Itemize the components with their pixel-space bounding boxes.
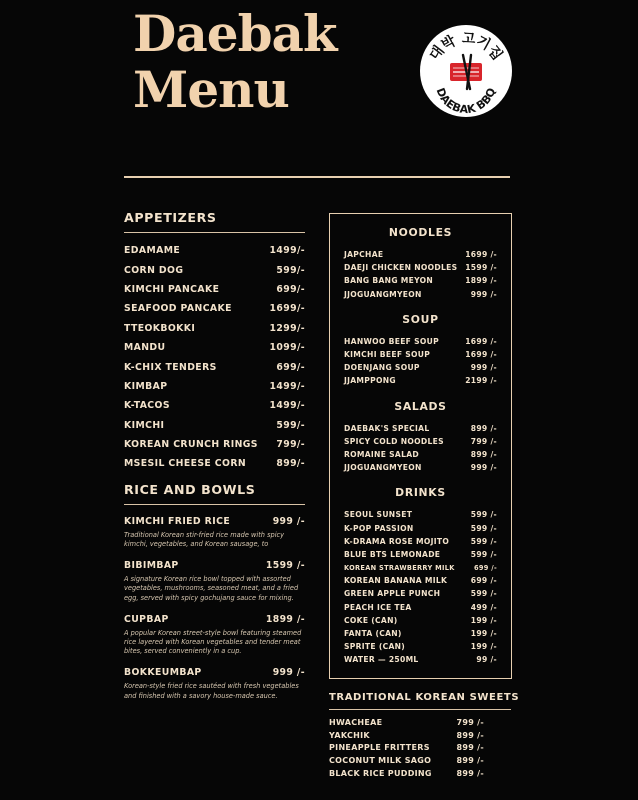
menu-item-price: 1699 /- <box>465 350 497 360</box>
menu-item-name: GREEN APPLE PUNCH <box>344 589 441 599</box>
dish-header <box>124 614 305 625</box>
menu-item <box>329 716 484 729</box>
left-column <box>124 210 305 701</box>
dish-name: BOKKEUMBAP <box>124 667 202 679</box>
menu-item-price: 599/- <box>276 264 305 276</box>
menu-item <box>344 535 497 548</box>
menu-item-name: KOREAN STRAWBERRY MILK <box>344 563 455 572</box>
dish-description: Korean-style fried rice sautéed with fresh vegetables and finished with a savory house-made sauce. <box>124 682 299 700</box>
menu-item <box>329 742 484 755</box>
menu-item-price: 1699/- <box>269 303 305 315</box>
dish-price: 999 /- <box>272 515 305 527</box>
dish-name: BIBIMBAP <box>124 560 179 572</box>
menu-item-price: 899 /- <box>456 743 484 753</box>
menu-item <box>344 361 497 374</box>
menu-item-name: ROMAINE SALAD <box>344 449 420 459</box>
menu-item-price: 599 /- <box>470 523 497 533</box>
menu-item <box>344 653 497 666</box>
menu-item-price: 799 /- <box>470 436 497 446</box>
dish-name: CUPBAP <box>124 613 169 625</box>
menu-item-name: COKE (CAN) <box>344 615 398 625</box>
menu-item <box>344 508 497 521</box>
menu-item-price: 1499/- <box>269 380 305 392</box>
menu-item-price: 999 /- <box>470 463 497 473</box>
salads-heading: SALADS <box>394 399 447 413</box>
sweets-heading: TRADITIONAL KOREAN SWEETS <box>329 692 520 703</box>
drinks-list <box>344 508 497 666</box>
menu-item <box>344 435 497 448</box>
menu-item <box>344 640 497 653</box>
menu-item <box>124 319 305 338</box>
salads-list <box>344 422 497 475</box>
noodles-heading: NOODLES <box>388 226 453 239</box>
menu-item-price: 899/- <box>276 458 305 470</box>
menu-item <box>344 374 497 387</box>
menu-item-name: JJOGUANGMYEON <box>344 463 422 473</box>
menu-item-price: 599 /- <box>470 510 497 520</box>
dish-name: KIMCHI FRIED RICE <box>124 515 231 527</box>
menu-item-price: 899 /- <box>470 423 497 433</box>
menu-item-name: JJAMPPONG <box>344 376 396 386</box>
menu-item-price: 899 /- <box>456 730 484 740</box>
dish-item <box>124 516 305 549</box>
menu-item-name: BANG BANG MEYON <box>344 276 434 286</box>
menu-item-name: KOREAN BANANA MILK <box>344 576 448 586</box>
menu-item <box>124 338 305 357</box>
soup-heading: SOUP <box>402 312 439 326</box>
menu-item <box>329 754 484 767</box>
menu-item-name: DAEBAK'S SPECIAL <box>344 423 430 433</box>
menu-item-price: 1899 /- <box>465 276 497 286</box>
menu-item <box>344 614 497 627</box>
menu-item <box>124 299 305 318</box>
dish-header <box>124 516 305 527</box>
svg-text:DAEBAK BBQ: DAEBAK BBQ <box>433 86 499 117</box>
menu-item-name: BLACK RICE PUDDING <box>329 769 432 779</box>
drinks-heading: DRINKS <box>395 486 446 500</box>
dish-header <box>124 667 305 678</box>
menu-title <box>133 6 423 118</box>
noodles-list <box>344 248 497 301</box>
menu-item-name: KIMCHI <box>124 419 165 431</box>
menu-item-price: 1099/- <box>269 342 305 354</box>
dish-price: 1899 /- <box>265 613 305 625</box>
menu-item-name: TTEOKBOKKI <box>124 322 196 334</box>
menu-item-name: JJOGUANGMYEON <box>344 289 422 299</box>
menu-item-name: KIMCHI PANCAKE <box>124 283 220 295</box>
menu-item-name: MANDU <box>124 342 166 354</box>
svg-text:대박 고기집: 대박 고기집 <box>426 30 506 64</box>
menu-item-name: HANWOO BEEF SOUP <box>344 336 439 346</box>
menu-item-price: 599 /- <box>470 549 497 559</box>
dish-description: A signature Korean rice bowl topped with assorted vegetables, mushrooms, seasoned meat, and a fried egg, served with spicy gochujang sauce for mixing. <box>124 575 299 602</box>
menu-item <box>124 357 305 376</box>
menu-item-price: 199 /- <box>470 629 497 639</box>
menu-item-name: CORN DOG <box>124 264 184 276</box>
soup-list <box>344 335 497 388</box>
sweets-divider <box>329 709 511 710</box>
menu-item-name: SEAFOOD PANCAKE <box>124 303 232 315</box>
menu-item-price: 1499/- <box>269 245 305 257</box>
menu-item-price: 499 /- <box>470 602 497 612</box>
menu-item-name: YAKCHIK <box>329 730 370 740</box>
menu-item-price: 599 /- <box>470 589 497 599</box>
menu-item-name: K-POP PASSION <box>344 523 414 533</box>
menu-item-name: DAEJI CHICKEN NOODLES <box>344 263 458 273</box>
logo-emblem <box>420 25 512 117</box>
menu-item <box>124 241 305 260</box>
menu-title-line-2: Menu <box>133 60 289 119</box>
menu-item-name: FANTA (CAN) <box>344 629 402 639</box>
menu-item-price: 1599 /- <box>465 263 497 273</box>
dish-item <box>124 614 305 657</box>
menu-item-name: PINEAPPLE FRITTERS <box>329 743 430 753</box>
menu-item-name: SPRITE (CAN) <box>344 642 406 652</box>
daebak-bbq-logo <box>420 25 512 117</box>
menu-item-price: 699 /- <box>470 576 497 586</box>
appetizers-heading: APPETIZERS <box>124 210 217 225</box>
menu-item <box>344 574 497 587</box>
menu-item-price: 999 /- <box>470 289 497 299</box>
dish-item <box>124 560 305 603</box>
menu-item <box>344 261 497 274</box>
menu-item-price: 799/- <box>276 439 305 451</box>
menu-item <box>344 548 497 561</box>
menu-item <box>124 260 305 279</box>
menu-item <box>344 335 497 348</box>
menu-item <box>124 435 305 454</box>
menu-item-price: 1299/- <box>269 322 305 334</box>
appetizers-divider <box>124 232 305 233</box>
rice-bowls-heading: RICE AND BOWLS <box>124 481 256 497</box>
menu-item <box>344 461 497 474</box>
menu-item <box>124 396 305 415</box>
menu-item <box>124 280 305 299</box>
menu-item-name: JAPCHAE <box>344 250 384 260</box>
menu-item-price: 1699 /- <box>465 336 497 346</box>
menu-item-price: 999 /- <box>470 363 497 373</box>
menu-item-price: 1499/- <box>269 400 305 412</box>
menu-item-price: 1699 /- <box>465 250 497 260</box>
dish-description: Traditional Korean stir-fried rice made with spicy kimchi, vegetables, and Korean sausage, to <box>124 530 285 548</box>
menu-item-price: 899 /- <box>470 449 497 459</box>
menu-item-name: K-DRAMA ROSE MOJITO <box>344 536 450 546</box>
menu-item-price: 2199 /- <box>465 376 497 386</box>
menu-item <box>329 767 484 780</box>
menu-item-name: K-CHIX TENDERS <box>124 361 217 373</box>
dish-price: 1599 /- <box>265 560 305 572</box>
menu-item <box>344 521 497 534</box>
menu-item <box>344 627 497 640</box>
appetizers-list <box>124 241 305 474</box>
menu-item-name: HWACHEAE <box>329 717 383 727</box>
menu-item-price: 199 /- <box>470 642 497 652</box>
rice-bowls-list <box>124 516 305 701</box>
dish-item <box>124 667 305 700</box>
menu-item-name: MSESIL CHEESE CORN <box>124 458 247 470</box>
menu-item-name: BLUE BTS LEMONADE <box>344 549 441 559</box>
rice-bowls-divider <box>124 504 305 505</box>
menu-item-name: DOENJANG SOUP <box>344 363 420 373</box>
menu-item-name: KOREAN CRUNCH RINGS <box>124 439 258 451</box>
menu-item <box>344 348 497 361</box>
menu-item-name: PEACH ICE TEA <box>344 602 412 612</box>
menu-item-price: 899 /- <box>456 756 484 766</box>
menu-item-name: SPICY COLD NOODLES <box>344 436 444 446</box>
menu-item-name: KIMCHI BEEF SOUP <box>344 350 431 360</box>
menu-item-price: 599/- <box>276 419 305 431</box>
menu-item-price: 99 /- <box>476 655 497 665</box>
menu-item-price: 199 /- <box>470 615 497 625</box>
menu-item <box>344 422 497 435</box>
menu-item-name: WATER — 250ML <box>344 655 419 665</box>
menu-item-name: EDAMAME <box>124 245 181 257</box>
menu-item <box>329 729 484 742</box>
menu-item-name: K-TACOS <box>124 400 170 412</box>
menu-item-price: 599 /- <box>470 536 497 546</box>
header-divider <box>124 176 510 178</box>
menu-item <box>124 377 305 396</box>
menu-item-name: SEOUL SUNSET <box>344 510 413 520</box>
menu-item <box>344 587 497 600</box>
menu-item-price: 699/- <box>276 283 305 295</box>
menu-item <box>344 274 497 287</box>
menu-item <box>344 561 497 574</box>
sweets-section <box>329 692 520 780</box>
menu-item-name: KIMBAP <box>124 380 168 392</box>
right-menu-box <box>329 213 512 679</box>
menu-item-name: COCONUT MILK SAGO <box>329 756 432 766</box>
dish-header <box>124 560 305 571</box>
menu-item <box>344 248 497 261</box>
dish-description: A popular Korean street-style bowl featuring steamed rice layered with Korean vegetables and tender meat bites, served conveniently in a cup. <box>124 628 302 656</box>
sweets-list <box>329 716 511 780</box>
menu-item-price: 799 /- <box>456 717 484 727</box>
menu-item-price: 699 /- <box>473 563 497 572</box>
menu-title-line-1: Daebak <box>133 4 337 63</box>
menu-item <box>124 454 305 473</box>
menu-item <box>124 416 305 435</box>
menu-item-price: 899 /- <box>456 769 484 779</box>
menu-item-price: 699/- <box>276 361 305 373</box>
menu-item <box>344 601 497 614</box>
menu-item <box>344 288 497 301</box>
dish-price: 999 /- <box>272 667 305 679</box>
menu-item <box>344 448 497 461</box>
